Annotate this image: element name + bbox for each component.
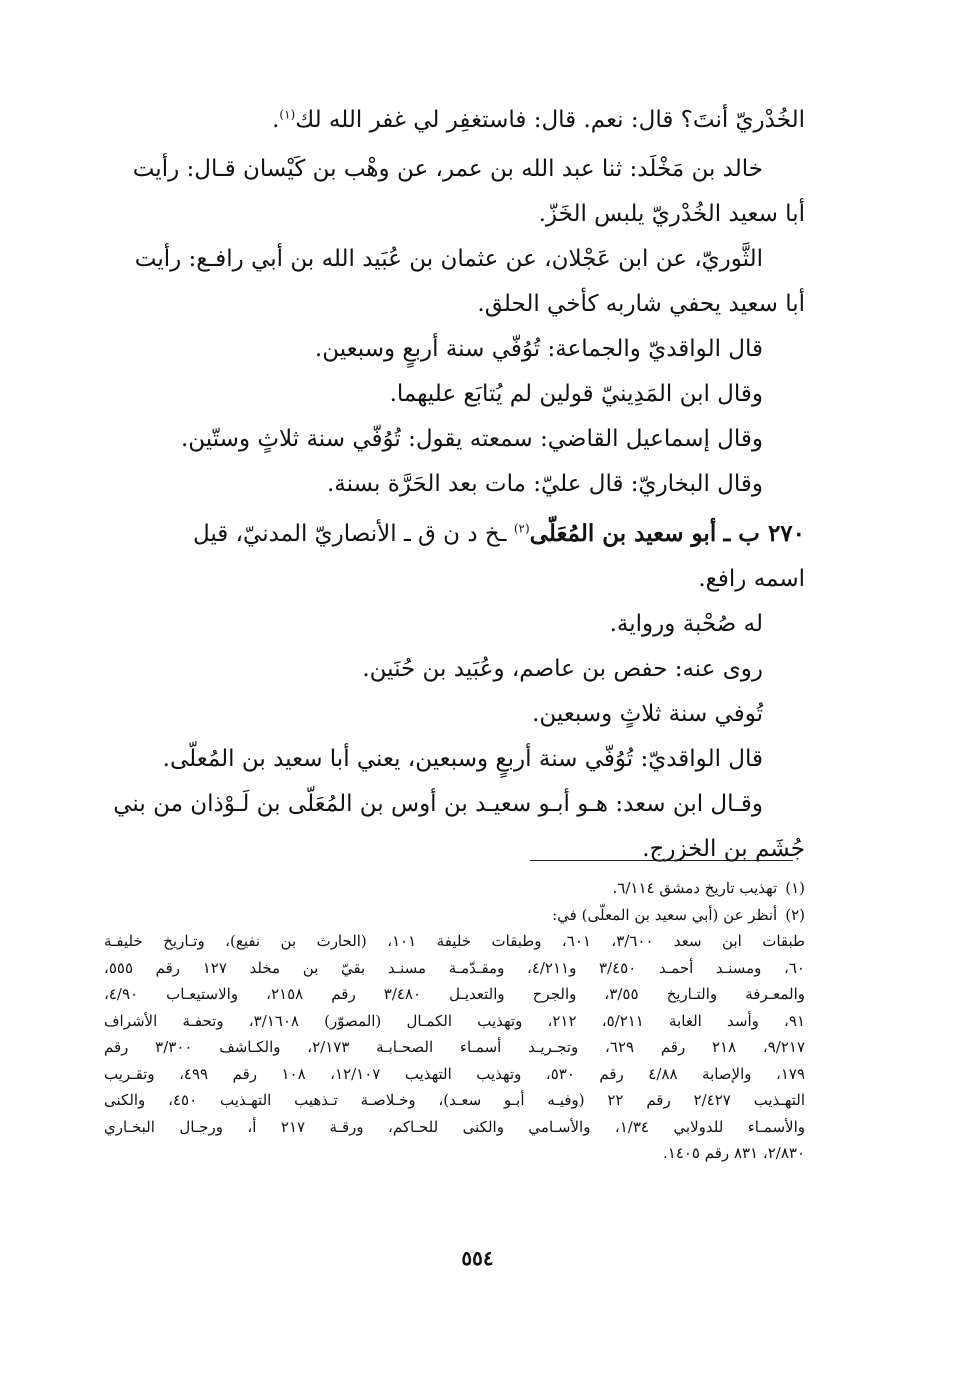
footnote-text: أنظر عن (أبي سعيد بن المعلّى) في:: [552, 905, 778, 924]
footnote-line: التهـذيب ٢/٤٢٧ رقم ٢٢ (وفيـه أبـو سعـد)، وخـلاصـة تـذهيب التهـذيب ٤٥٠، والكنى: [104, 1091, 806, 1109]
footnote-number: (١): [785, 879, 805, 897]
text-line-end: .: [272, 107, 280, 133]
text-line: قال الواقديّ: تُوُفّي سنة أربعٍ وسبعين، يعني أبا سعيد بن المُعلّى.: [162, 746, 763, 772]
text-line: اسمه رافع.: [698, 566, 805, 592]
footnote-line: ٢/٨٣٠، ٨٣١ رقم ١٤٠٥.: [662, 1144, 805, 1162]
page-number: ٥٥٤: [461, 1246, 494, 1270]
footnote-ref: (١): [279, 107, 296, 122]
text-line: جُشَم بن الخزرج.: [642, 836, 805, 862]
footnote-ref: (٢): [513, 521, 530, 536]
footnote-2: [104, 902, 805, 929]
footnote-number: (٢): [785, 905, 805, 924]
footnote-line: ٦٠، ومسنـد أحمـد ٣/٤٥٠ و٤/٢١١، ومقـدّمـة مسنـد بقيّ بن مخلد ١٢٧ رقم ٥٥٥،: [104, 958, 805, 977]
text-line: الثَّوريّ، عن ابن عَجْلان، عن عثمان بن عُبَيد الله بن أبي رافـع: رأيت: [134, 246, 763, 272]
text-line: وقال ابن المَدِينيّ قولين لم يُتابَع عليهما.: [389, 381, 763, 407]
entry-number: ٢٧٠ ب ـ: [723, 520, 805, 547]
text-line: خالد بن مَخْلَد: ثنا عبد الله بن عمر، عن وهْب بن كَيْسان قـال: رأيت: [132, 156, 763, 182]
text-line: وقال البخاريّ: قال عليّ: مات بعد الحَرَّة بسنة.: [326, 471, 763, 497]
text-line-content: الخُدْريّ أنتَ؟ قال: نعم. قال: فاستغفِر لي غفر الله لك: [295, 107, 805, 133]
footnote-line: ٩/٢١٧، ٢١٨ رقم ٦٢٩، وتجـريـد أسمـاء الصحـابـة ٢/١٧٣، والكـاشف ٣/٣٠٠ رقم: [104, 1038, 806, 1056]
text-line: روى عنه: حفص بن عاصم، وعُبَيد بن حُنَين.: [362, 656, 763, 682]
text-line: وقال إسماعيل القاضي: سمعته يقول: تُوُفّي سنة ثلاثٍ وستّين.: [180, 426, 763, 452]
text-line: تُوفي سنة ثلاثٍ وسبعين.: [532, 701, 763, 727]
entry-name: أبو سعيد بن المُعَلّى: [529, 520, 717, 547]
footnote-1: [104, 875, 805, 902]
footnote-line: ٩١، وأسد الغابة ٥/٢١١، ٢١٢، وتهذيب الكمـال (المصوّر) ٣/١٦٠٨، وتحفـة الأشراف: [104, 1011, 806, 1030]
footnote-line: والمعـرفة والتـاريخ ٣/٥٥، والجرح والتعديـل ٣/٤٨٠ رقم ٢١٥٨، والاستيعـاب ٤/٩٠،: [104, 985, 806, 1003]
footnotes: [104, 875, 805, 1167]
main-text: [100, 98, 805, 872]
footnote-divider: [530, 860, 793, 861]
text-line: قال الواقديّ والجماعة: تُوُفّي سنة أربعٍ وسبعين.: [314, 336, 763, 362]
text-line: أبا سعيد الخُدْريّ يلبس الخَزّ.: [538, 201, 805, 227]
text-line: [100, 98, 805, 143]
entry-tags: ـخ د ن ق ـ الأنصاريّ المدنيّ، قيل: [192, 521, 514, 547]
footnote-line: طبقات ابن سعد ٣/٦٠٠، ٦٠١، وطبقات خليفة ١٠١، (الحارث بن نفيع)، وتـاريخ خليفـة: [104, 932, 805, 950]
footnote-text: تهذيب تاريخ دمشق ٦/١١٤.: [612, 879, 778, 897]
entry-heading: [100, 511, 805, 557]
text-line: له صُحْبة ورواية.: [609, 611, 763, 637]
footnote-line: ١٧٩، والإصابة ٤/٨٨ رقم ٥٣٠، وتهذيب التهذيب ١٢/١٠٧، ١٠٨ رقم ٤٩٩، وتقـريب: [104, 1064, 806, 1083]
text-line: وقـال ابن سعد: هـو أبـو سعيـد بن أوس بن المُعَلّى بن لَـوْذان من بني: [113, 791, 763, 817]
footnote-line: والأسمـاء للدولابي ١/٣٤، والأسـامي والكنى للحـاكم، ورقـة ٢١٧ أ، ورجـال البخـاري: [104, 1117, 805, 1136]
text-line: أبا سعيد يحفي شاربه كأخي الحلق.: [477, 291, 805, 317]
